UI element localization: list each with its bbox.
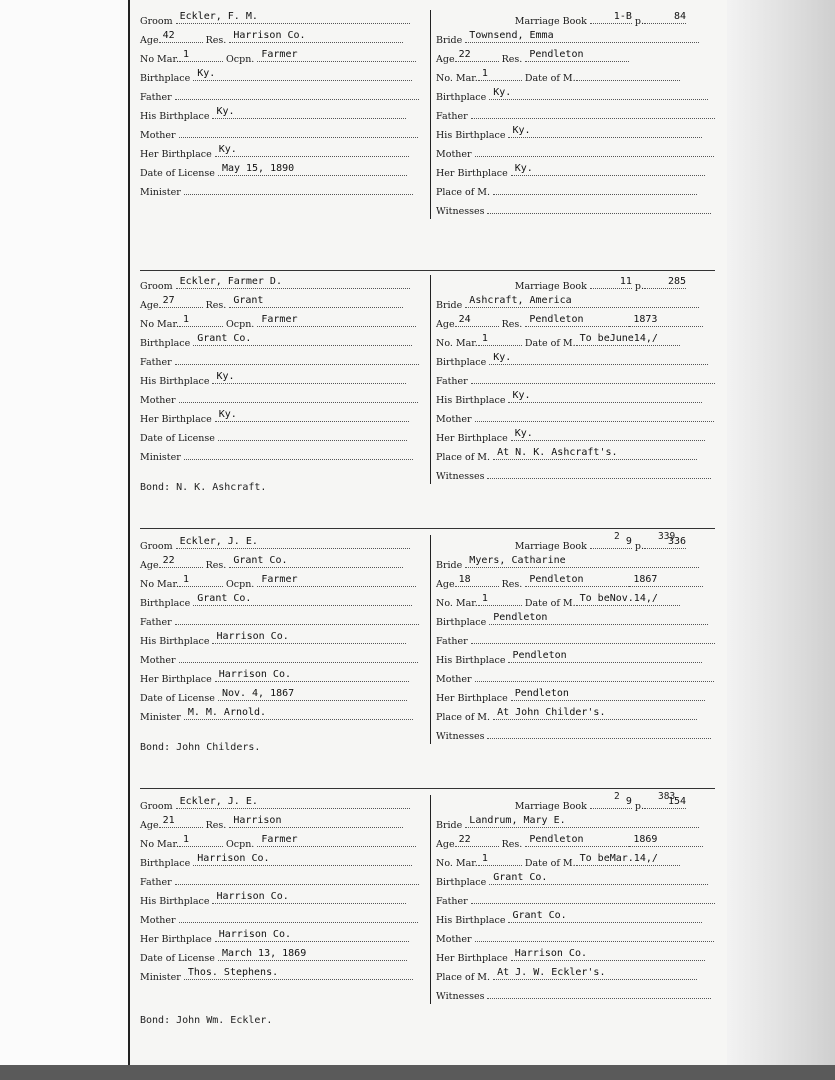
groom-age: 21 [159, 814, 203, 828]
groom-mother [179, 389, 418, 403]
field-label: Witnesses [436, 206, 485, 217]
field-label: Groom [140, 16, 173, 27]
marriage-book-page: 285 [644, 275, 686, 289]
groom-age: 22 [159, 554, 203, 568]
date-of-license [218, 427, 407, 441]
bride-mother [475, 928, 714, 942]
field-label: Birthplace [140, 598, 191, 609]
place-of-marriage [493, 181, 697, 195]
marriage-book-number: 11 [590, 275, 632, 289]
field-label: Birthplace [436, 877, 487, 888]
page-annotation: 339 [658, 531, 676, 542]
field-label: Her Birthplace [140, 414, 212, 425]
field-label: No Mar. [140, 319, 179, 330]
bride-residence: Pendleton [525, 313, 629, 327]
bride-father [471, 105, 715, 119]
field-label: Res. [501, 579, 523, 590]
bond-note: Bond: John Childers. [140, 742, 261, 753]
field-label: Date of License [140, 433, 215, 444]
date-of-marriage [576, 67, 680, 81]
field-label: Res. [205, 35, 227, 46]
bride-age: 22 [455, 833, 499, 847]
groom-father [175, 871, 419, 885]
record-page [128, 0, 727, 1065]
groom-father [175, 611, 419, 625]
field-label: His Birthplace [140, 376, 210, 387]
field-label: Marriage Book [514, 16, 587, 27]
groom-no-mar: 1 [179, 833, 223, 847]
place-of-marriage: At N. K. Ashcraft's. [493, 446, 697, 460]
field-label: Mother [436, 414, 472, 425]
field-label: No Mar. [140, 839, 179, 850]
field-label: Her Birthplace [436, 433, 508, 444]
bride-section [430, 791, 726, 1004]
witnesses [487, 465, 711, 479]
minister-name [184, 181, 413, 195]
field-label: Place of M. [436, 712, 491, 723]
groom-occupation: Farmer [257, 573, 416, 587]
bride-res-year: 1869 [629, 833, 703, 847]
field-label: Ocpn. [226, 54, 255, 65]
field-label: Date of M. [524, 73, 576, 84]
record-separator [140, 528, 715, 529]
field-label: Minister [140, 712, 181, 723]
field-label: His Birthplace [436, 915, 506, 926]
bride-father [471, 630, 715, 644]
field-label: Father [140, 617, 172, 628]
field-label: Her Birthplace [436, 168, 508, 179]
groom-residence: Harrison Co. [229, 29, 403, 43]
groom-age: 42 [159, 29, 203, 43]
field-label: Date of M. [524, 338, 576, 349]
field-label: His Birthplace [436, 655, 506, 666]
field-label: Witnesses [436, 471, 485, 482]
date-of-marriage: To beNov.14,/ [576, 592, 680, 606]
field-label: Place of M. [436, 452, 491, 463]
marriage-book-page: 336 [644, 535, 686, 549]
field-label: Birthplace [140, 338, 191, 349]
groom-mother-birthplace: Harrison Co. [215, 928, 409, 942]
bride-father [471, 890, 715, 904]
book-annotation: 2 [614, 531, 620, 542]
field-label: Birthplace [436, 92, 487, 103]
field-label: Age [140, 820, 159, 831]
book-annotation: 2 [614, 791, 620, 802]
field-label: His Birthplace [140, 636, 210, 647]
field-label: Minister [140, 187, 181, 198]
bride-section [430, 531, 726, 744]
field-label: Age [436, 54, 455, 65]
field-label: Groom [140, 281, 173, 292]
bride-father [471, 370, 715, 384]
field-label: Groom [140, 541, 173, 552]
field-label: Mother [140, 655, 176, 666]
date-of-license: March 13, 1869 [218, 947, 407, 961]
bride-age: 18 [455, 573, 499, 587]
field-label: No. Mar. [436, 858, 478, 869]
groom-mother-birthplace: Harrison Co. [215, 668, 409, 682]
field-label: Place of M. [436, 187, 491, 198]
field-label: Father [140, 877, 172, 888]
field-label: His Birthplace [140, 896, 210, 907]
groom-name: Eckler, Farmer D. [176, 275, 410, 289]
date-of-license: May 15, 1890 [218, 162, 407, 176]
date-of-marriage: To beMar.14,/ [576, 852, 680, 866]
scan-margin-bottom [0, 1065, 835, 1080]
field-label: p. [634, 281, 644, 292]
bride-no-mar: 1 [478, 592, 522, 606]
field-label: Her Birthplace [140, 674, 212, 685]
bride-age: 22 [455, 48, 499, 62]
field-label: Bride [436, 560, 463, 571]
field-label: Her Birthplace [140, 149, 212, 160]
field-label: Date of License [140, 693, 215, 704]
groom-occupation: Farmer [257, 48, 416, 62]
groom-birthplace: Harrison Co. [193, 852, 412, 866]
groom-section [140, 535, 425, 725]
marriage-book-number: 9 [590, 535, 632, 549]
groom-name: Eckler, J. E. [176, 795, 410, 809]
groom-occupation: Farmer [257, 833, 416, 847]
place-of-marriage: At John Childer's. [493, 706, 697, 720]
groom-father-birthplace: Ky. [212, 370, 406, 384]
bride-birthplace: Ky. [489, 86, 708, 100]
witnesses [487, 200, 711, 214]
field-label: Mother [140, 395, 176, 406]
bride-residence: Pendleton [525, 48, 629, 62]
groom-residence: Grant Co. [229, 554, 403, 568]
bride-section [430, 275, 726, 484]
field-label: Ocpn. [226, 319, 255, 330]
bride-no-mar: 1 [478, 852, 522, 866]
field-label: No. Mar. [436, 73, 478, 84]
field-label: Mother [140, 915, 176, 926]
page-annotation: 383 [658, 791, 676, 802]
field-label: Date of License [140, 953, 215, 964]
bride-mother-birthplace: Ky. [511, 162, 705, 176]
bride-name: Townsend, Emma [465, 29, 699, 43]
groom-birthplace: Ky. [193, 67, 412, 81]
field-label: Bride [436, 300, 463, 311]
field-label: His Birthplace [140, 111, 210, 122]
field-label: Res. [501, 839, 523, 850]
marriage-book-number: 1-B [590, 10, 632, 24]
field-label: Age [436, 579, 455, 590]
field-label: Bride [436, 35, 463, 46]
field-label: Groom [140, 801, 173, 812]
field-label: Minister [140, 972, 181, 983]
groom-residence: Grant [229, 294, 403, 308]
groom-section [140, 10, 425, 200]
groom-age: 27 [159, 294, 203, 308]
field-label: Birthplace [140, 73, 191, 84]
bride-res-year: 1867 [629, 573, 703, 587]
field-label: Witnesses [436, 731, 485, 742]
groom-father-birthplace: Harrison Co. [212, 630, 406, 644]
field-label: Res. [501, 54, 523, 65]
field-label: Mother [436, 149, 472, 160]
bride-residence: Pendleton [525, 833, 629, 847]
marriage-book-number: 9 [590, 795, 632, 809]
groom-mother [179, 124, 418, 138]
field-label: p. [634, 541, 644, 552]
groom-name: Eckler, F. M. [176, 10, 410, 24]
groom-no-mar: 1 [179, 313, 223, 327]
bride-father-birthplace: Pendleton [508, 649, 702, 663]
field-label: Age [140, 560, 159, 571]
field-label: Father [436, 111, 468, 122]
bride-mother-birthplace: Pendleton [511, 687, 705, 701]
bride-birthplace: Ky. [489, 351, 708, 365]
field-label: Birthplace [436, 617, 487, 628]
field-label: Mother [436, 934, 472, 945]
field-label: Birthplace [140, 858, 191, 869]
bride-no-mar: 1 [478, 332, 522, 346]
bride-father-birthplace: Ky. [508, 124, 702, 138]
groom-mother [179, 649, 418, 663]
field-label: Age [140, 300, 159, 311]
bride-mother-birthplace: Ky. [511, 427, 705, 441]
date-of-license: Nov. 4, 1867 [218, 687, 407, 701]
bride-mother-birthplace: Harrison Co. [511, 947, 705, 961]
field-label: Mother [436, 674, 472, 685]
field-label: Witnesses [436, 991, 485, 1002]
field-label: Father [436, 636, 468, 647]
field-label: Place of M. [436, 972, 491, 983]
field-label: Father [140, 357, 172, 368]
groom-father-birthplace: Harrison Co. [212, 890, 406, 904]
groom-no-mar: 1 [179, 573, 223, 587]
groom-occupation: Farmer [257, 313, 416, 327]
field-label: Age [436, 839, 455, 850]
field-label: p. [634, 16, 644, 27]
groom-father [175, 86, 419, 100]
bride-mother [475, 408, 714, 422]
field-label: No. Mar. [436, 338, 478, 349]
field-label: Father [436, 896, 468, 907]
field-label: His Birthplace [436, 130, 506, 141]
field-label: Res. [205, 560, 227, 571]
field-label: Her Birthplace [140, 934, 212, 945]
minister-name: Thos. Stephens. [184, 966, 413, 980]
scan-margin-left [0, 0, 128, 1080]
record-separator [140, 788, 715, 789]
bride-name: Landrum, Mary E. [465, 814, 699, 828]
bond-note: Bond: John Wm. Eckler. [140, 1015, 273, 1026]
field-label: Birthplace [436, 357, 487, 368]
field-label: Date of License [140, 168, 215, 179]
bride-name: Ashcraft, America [465, 294, 699, 308]
groom-birthplace: Grant Co. [193, 332, 412, 346]
bride-residence: Pendleton [525, 573, 629, 587]
field-label: His Birthplace [436, 395, 506, 406]
bride-birthplace: Grant Co. [489, 871, 708, 885]
groom-mother-birthplace: Ky. [215, 408, 409, 422]
field-label: p. [634, 801, 644, 812]
groom-mother-birthplace: Ky. [215, 143, 409, 157]
field-label: Her Birthplace [436, 693, 508, 704]
bride-father-birthplace: Ky. [508, 389, 702, 403]
field-label: Father [436, 376, 468, 387]
groom-no-mar: 1 [179, 48, 223, 62]
record-separator [140, 270, 715, 271]
bride-section [430, 10, 726, 219]
field-label: Res. [501, 319, 523, 330]
field-label: Age [436, 319, 455, 330]
minister-name [184, 446, 413, 460]
field-label: Ocpn. [226, 839, 255, 850]
groom-father-birthplace: Ky. [212, 105, 406, 119]
bride-name: Myers, Catharine [465, 554, 699, 568]
field-label: No Mar. [140, 54, 179, 65]
bride-res-year: 1873 [629, 313, 703, 327]
place-of-marriage: At J. W. Eckler's. [493, 966, 697, 980]
bride-father-birthplace: Grant Co. [508, 909, 702, 923]
groom-mother [179, 909, 418, 923]
field-label: Marriage Book [514, 541, 587, 552]
field-label: Minister [140, 452, 181, 463]
field-label: Res. [205, 300, 227, 311]
groom-name: Eckler, J. E. [176, 535, 410, 549]
marriage-book-page: 154 [644, 795, 686, 809]
groom-birthplace: Grant Co. [193, 592, 412, 606]
field-label: Res. [205, 820, 227, 831]
field-label: Marriage Book [514, 801, 587, 812]
field-label: Ocpn. [226, 579, 255, 590]
witnesses [487, 725, 711, 739]
groom-residence: Harrison [229, 814, 403, 828]
date-of-marriage: To beJune14,/ [576, 332, 680, 346]
field-label: Age [140, 35, 159, 46]
field-label: Her Birthplace [436, 953, 508, 964]
field-label: No. Mar. [436, 598, 478, 609]
witnesses [487, 985, 711, 999]
scan-margin-right [725, 0, 835, 1080]
minister-name: M. M. Arnold. [184, 706, 413, 720]
field-label: Father [140, 92, 172, 103]
bride-mother [475, 143, 714, 157]
groom-father [175, 351, 419, 365]
field-label: Marriage Book [514, 281, 587, 292]
field-label: Date of M. [524, 598, 576, 609]
bride-no-mar: 1 [478, 67, 522, 81]
field-label: Mother [140, 130, 176, 141]
bride-mother [475, 668, 714, 682]
groom-section [140, 275, 425, 465]
bride-age: 24 [455, 313, 499, 327]
bond-note: Bond: N. K. Ashcraft. [140, 482, 267, 493]
marriage-book-page: 84 [644, 10, 686, 24]
field-label: No Mar. [140, 579, 179, 590]
bride-birthplace: Pendleton [489, 611, 708, 625]
field-label: Bride [436, 820, 463, 831]
groom-section [140, 795, 425, 985]
field-label: Date of M. [524, 858, 576, 869]
